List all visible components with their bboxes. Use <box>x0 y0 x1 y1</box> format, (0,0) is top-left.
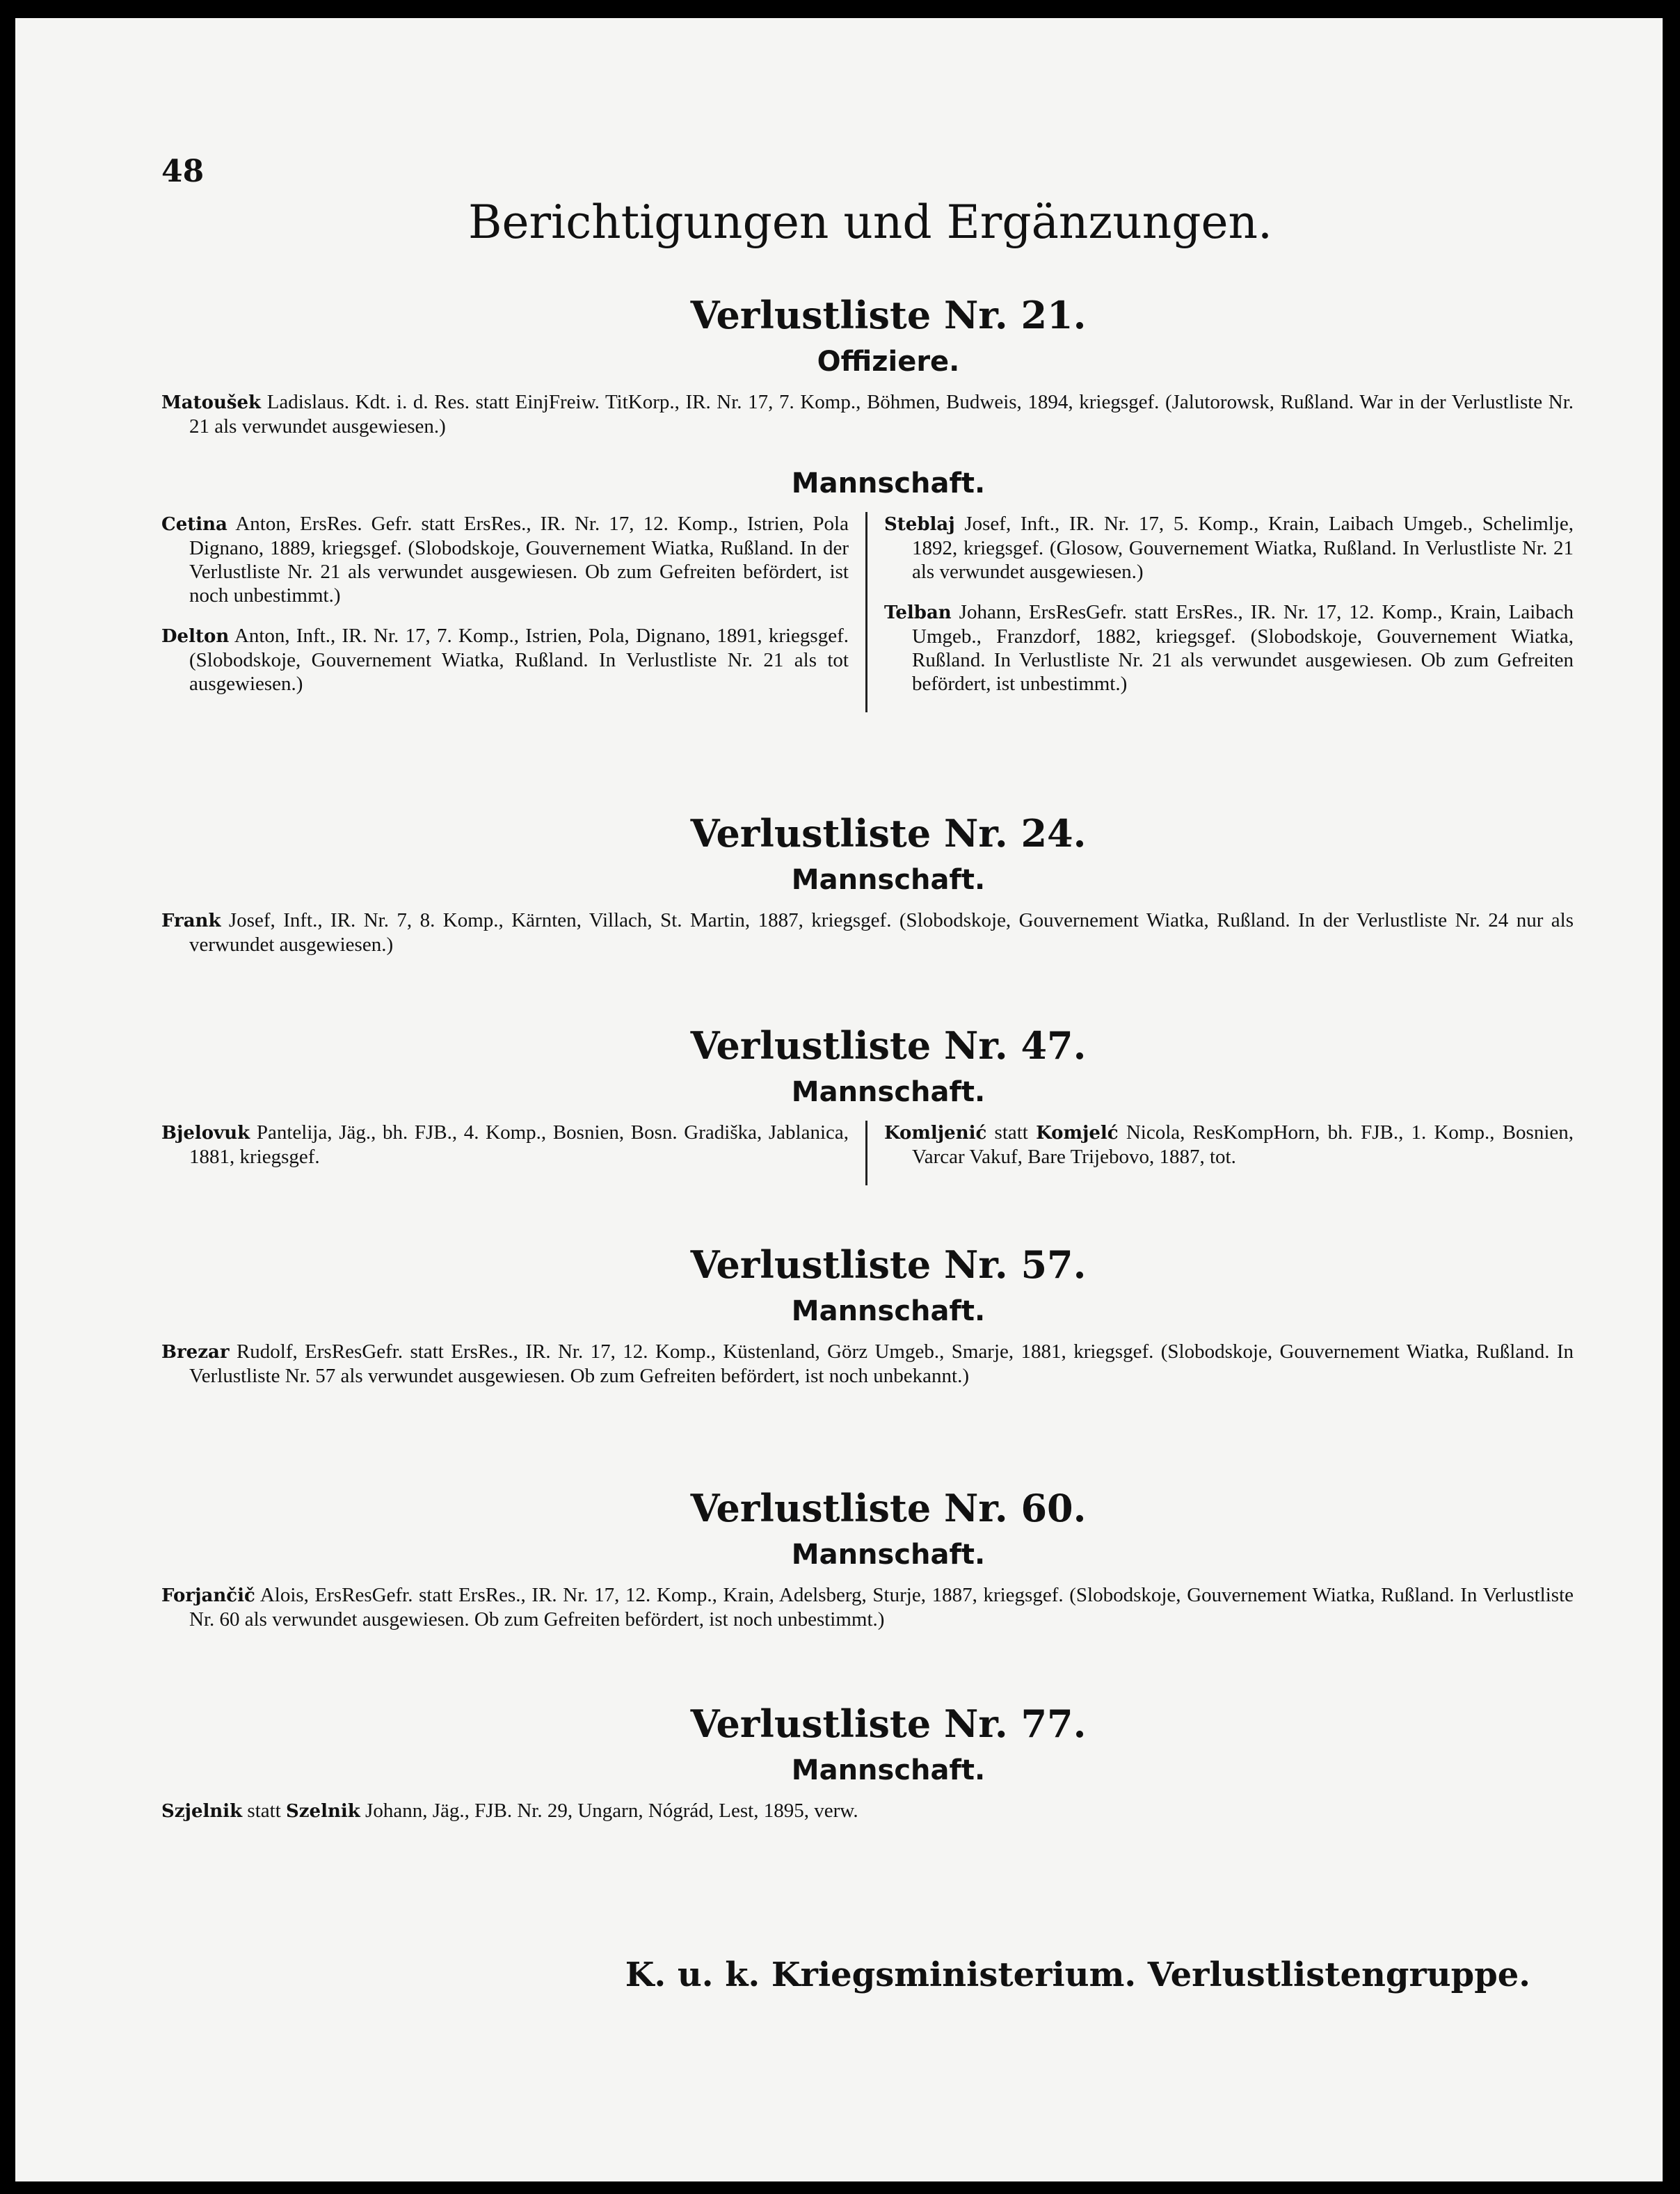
entry-text: Johann, ErsResGefr. statt ErsRes., IR. Nr. 17, 12. Komp., Krain, Laibach Umgeb., Franzdorf, 1882, kriegsgef. (Slobodskoje, Gouvernement Wiatka, Rußland. In Verlustliste Nr. 21 als verwundet ausgewiesen. Ob zum Gefreiten befördert, ist unbestimmt.) <box>912 601 1574 695</box>
list-entry <box>884 512 1574 584</box>
list-entry <box>161 1583 1574 1631</box>
subsection-mannschaft: Mannschaft. <box>791 864 986 896</box>
entry-connector: statt <box>247 1800 281 1822</box>
right-column <box>867 512 1574 712</box>
right-column <box>867 1121 1574 1185</box>
list-entry <box>161 1799 1574 1823</box>
subsection-mannschaft: Mannschaft. <box>791 1076 986 1108</box>
list-entry <box>884 1121 1574 1169</box>
entry-text: Rudolf, ErsResGefr. statt ErsRes., IR. Nr. 17, 12. Komp., Küstenland, Görz Umgeb., Smarje, 1881, kriegsgef. (Slobodskoje, Gouvernement Wiatka, Rußland. In Verlustliste Nr. 57 als verwundet ausgewiesen. Ob zum Gefreiten befördert, ist noch unbekannt.) <box>189 1340 1574 1387</box>
entry-text: Nicola, ResKompHorn, bh. FJB., 1. Komp., Bosnien, Varcar Vakuf, Bare Trijebovo, 1887, tot. <box>912 1121 1574 1168</box>
subsection-mannschaft: Mannschaft. <box>791 1754 986 1786</box>
entry-name: Cetina <box>161 514 227 535</box>
subsection-mannschaft: Mannschaft. <box>791 467 986 499</box>
two-column-list <box>161 1121 1574 1185</box>
section-verlustliste-24 <box>161 811 1574 956</box>
section-verlustliste-57 <box>161 1242 1574 1388</box>
entry-connector: statt <box>994 1121 1028 1144</box>
entry-name: Szjelnik <box>161 1801 243 1822</box>
entry-name: Komljenić <box>884 1123 987 1144</box>
section-title: Verlustliste Nr. 47. <box>690 1023 1087 1068</box>
list-entry <box>161 624 849 696</box>
list-entry <box>161 512 849 607</box>
entry-name: Steblaj <box>884 514 955 535</box>
entry-text: Alois, ErsResGefr. statt ErsRes., IR. Nr. 17, 12. Komp., Krain, Adelsberg, Sturje, 1887, kriegsgef. (Slobodskoje, Gouvernement Wiatka, Rußland. In Verlustliste Nr. 60 als verwundet ausgewiesen. Ob zum Gefreiten befördert, ist noch unbestimmt.) <box>189 1584 1574 1631</box>
section-title: Verlustliste Nr. 24. <box>690 811 1087 856</box>
entry-name: Frank <box>161 911 221 931</box>
section-title: Verlustliste Nr. 60. <box>690 1486 1087 1530</box>
signature-line: K. u. k. Kriegsministerium. Verlustlistengruppe. <box>625 1955 1530 1994</box>
entry-text: Josef, Inft., IR. Nr. 7, 8. Komp., Kärnten, Villach, St. Martin, 1887, kriegsgef. (Slobodskoje, Gouvernement Wiatka, Rußland. In der Verlustliste Nr. 24 nur als verwundet ausgewiesen.) <box>189 909 1574 956</box>
list-entry <box>161 390 1574 438</box>
subsection-mannschaft: Mannschaft. <box>791 1539 986 1571</box>
section-verlustliste-60 <box>161 1486 1574 1631</box>
page-title: Berichtigungen und Ergänzungen. <box>467 195 1273 249</box>
list-entry <box>884 600 1574 696</box>
list-entry <box>161 1340 1574 1388</box>
entry-name: Forjančič <box>161 1585 255 1606</box>
list-entry <box>161 908 1574 956</box>
subsection-mannschaft: Mannschaft. <box>791 1295 986 1327</box>
left-column <box>161 512 867 712</box>
section-verlustliste-47 <box>161 1023 1574 1185</box>
section-title: Verlustliste Nr. 77. <box>690 1701 1087 1746</box>
entry-text: Pantelija, Jäg., bh. FJB., 4. Komp., Bosnien, Bosn. Gradiška, Jablanica, 1881, kriegsgef. <box>189 1121 849 1168</box>
entry-name: Telban <box>884 602 952 623</box>
subsection-offiziere: Offiziere. <box>817 346 960 378</box>
entry-text: Johann, Jäg., FJB. Nr. 29, Ungarn, Nógrád, Lest, 1895, verw. <box>365 1800 858 1822</box>
entry-name: Bjelovuk <box>161 1123 250 1144</box>
entry-text: Anton, ErsRes. Gefr. statt ErsRes., IR. Nr. 17, 12. Komp., Istrien, Pola Dignano, 1889, kriegsgef. (Slobodskoje, Gouvernement Wiatka, Rußland. In der Verlustliste Nr. 21 als verwundet ausgewiesen. Ob zum Gefreiten befördert, ist noch unbestimmt.) <box>189 513 849 607</box>
list-entry <box>161 1121 849 1169</box>
section-verlustliste-77 <box>161 1701 1574 1823</box>
section-verlustliste-21 <box>161 293 1574 712</box>
section-title: Verlustliste Nr. 21. <box>690 293 1087 337</box>
entry-name: Matoušek <box>161 392 262 413</box>
section-title: Verlustliste Nr. 57. <box>690 1242 1087 1287</box>
entry-name-alt: Szelnik <box>286 1801 360 1822</box>
page-number: 48 <box>161 154 205 189</box>
entry-text: Josef, Inft., IR. Nr. 17, 5. Komp., Krain, Laibach Umgeb., Schelimlje, 1892, kriegsgef. (Glosow, Gouvernement Wiatka, Rußland. In Verlustliste Nr. 21 als verwundet ausgewiesen.) <box>912 513 1574 583</box>
entry-name-alt: Komjelć <box>1036 1123 1119 1144</box>
document-page <box>15 18 1663 2181</box>
two-column-list <box>161 512 1574 712</box>
entry-text: Ladislaus. Kdt. i. d. Res. statt EinjFreiw. TitKorp., IR. Nr. 17, 7. Komp., Böhmen, Budweis, 1894, kriegsgef. (Jalutorowsk, Rußland. War in der Verlustliste Nr. 21 als verwundet ausgewiesen.) <box>189 391 1574 438</box>
left-column <box>161 1121 867 1185</box>
entry-name: Delton <box>161 626 230 647</box>
entry-name: Brezar <box>161 1342 230 1363</box>
entry-text: Anton, Inft., IR. Nr. 17, 7. Komp., Istrien, Pola, Dignano, 1891, kriegsgef. (Slobodskoje, Gouvernement Wiatka, Rußland. In Verlustliste Nr. 21 als tot ausgewiesen.) <box>189 625 849 695</box>
